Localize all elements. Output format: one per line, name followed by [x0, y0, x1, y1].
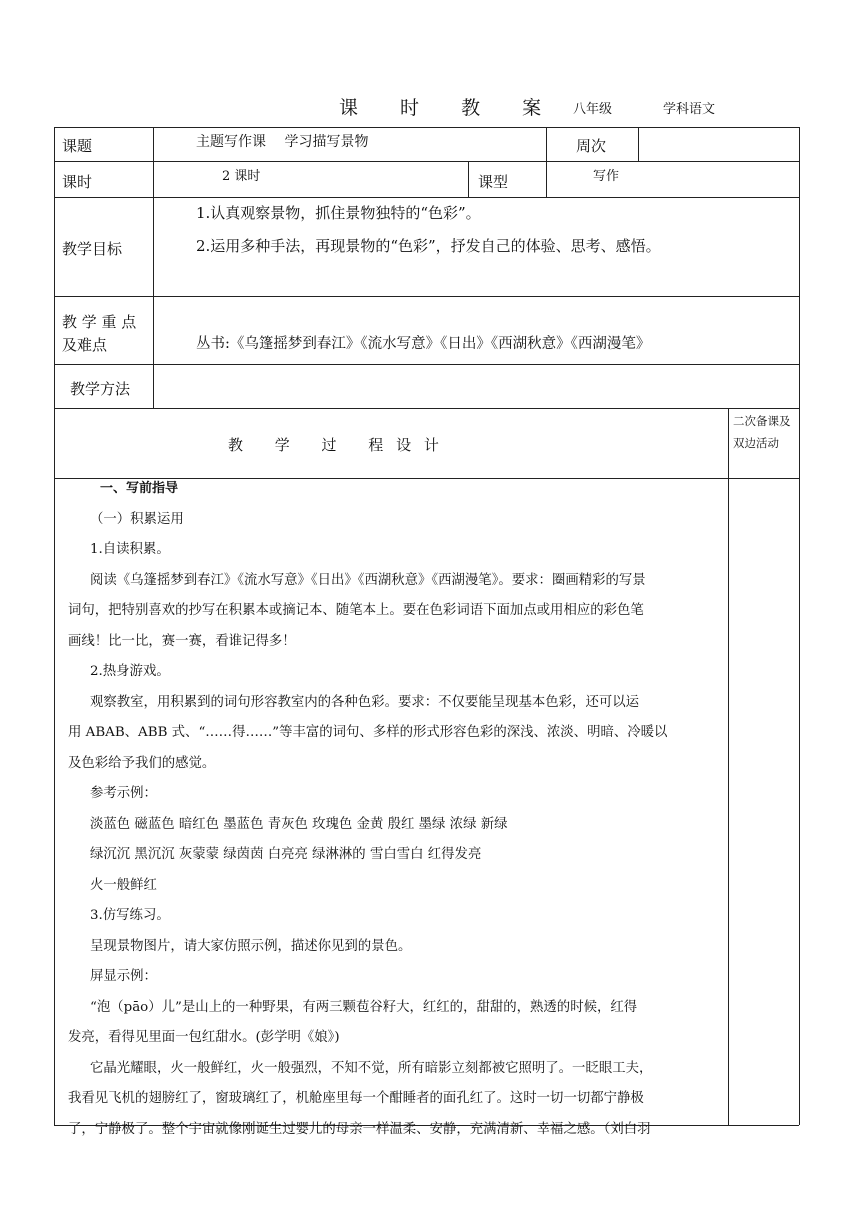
method-label: 教学方法	[70, 380, 131, 398]
body-line: 参考示例：	[90, 786, 157, 801]
week-label: 周次	[576, 137, 607, 155]
process-title: 教 学 过 程 设 计	[228, 436, 443, 454]
body-line: 它晶光耀眼，火一般鲜红，火一般强烈，不知不觉，所有暗影立刻都被它照明了。一眨眼工夫，	[90, 1060, 653, 1076]
body-line: 用 ABAB、ABB 式、“……得……”等丰富的词句、多样的形式形容色彩的深浅、浓淡、明暗、冷暖以	[68, 725, 668, 740]
body-line: 词句，把特别喜欢的抄写在积累本或摘记本、随笔本上。要在色彩词语下面加点或用相应的彩色笔	[68, 603, 644, 618]
body-line: 淡蓝色 磁蓝色 暗红色 墨蓝色 青灰色 玫瑰色 金黄 殷红 墨绿 浓绿 新绿	[90, 816, 508, 832]
section-heading: 一、写前指导	[100, 481, 179, 496]
body-line: 1.自读积累。	[90, 542, 170, 557]
body-line: （一）积累运用	[90, 511, 184, 527]
subject-label: 学科语文	[663, 102, 716, 117]
grade-label: 八年级	[573, 102, 613, 117]
key-label-line1: 教 学 重 点	[62, 313, 137, 331]
topic-value: 主题写作课 学习描写景物	[196, 134, 369, 150]
body-line: 绿沉沉 黑沉沉 灰蒙蒙 绿茵茵 白亮亮 绿淋淋的 雪白雪白 红得发亮	[90, 847, 482, 862]
body-line: 画线！比一比，赛一赛，看谁记得多！	[68, 633, 296, 649]
body-line: 观察教室，用积累到的词句形容教室内的各种色彩。要求：不仅要能呈现基本色彩，还可以运	[90, 694, 640, 710]
type-value: 写作	[593, 169, 620, 184]
goal-item: 2.运用多种手法，再现景物的“色彩”，抒发自己的体验、思考、感悟。	[196, 237, 661, 255]
key-value: 丛书:《乌篷摇梦到春江》《流水写意》《日出》《西湖秋意》《西湖漫笔》	[196, 336, 651, 352]
body-line: 火一般鲜红	[90, 877, 157, 893]
type-label: 课型	[478, 173, 509, 191]
body-line: 我看见飞机的翅膀红了，窗玻璃红了，机舱座里每一个酣睡者的面孔红了。这时一切一切都宁静极	[68, 1091, 644, 1106]
body-line: 2.热身游戏。	[90, 664, 170, 679]
body-line: 阅读《乌篷摇梦到春江》《流水写意》《日出》《西湖秋意》《西湖漫笔》。要求：圈画精彩的写景	[90, 572, 646, 588]
hours-label: 课时	[62, 173, 93, 191]
body-line: 发亮，看得见里面一包红甜水。(彭学明《娘》)	[68, 1030, 340, 1045]
hours-value: 2 课时	[222, 169, 261, 184]
goals-label: 教学目标	[62, 240, 123, 258]
goal-item: 1.认真观察景物，抓住景物独特的“色彩”。	[196, 204, 481, 222]
body-line: “泡（pāo）儿”是山上的一种野果，有两三颗苞谷籽大，红红的，甜甜的，熟透的时候，红得	[90, 999, 638, 1015]
body-line: 了，宁静极了。整个宇宙就像刚诞生过婴儿的母亲一样温柔、安静，充满清新、幸福之感。（刘白羽	[68, 1121, 651, 1137]
lesson-body	[68, 474, 720, 1145]
topic-label: 课题	[62, 137, 93, 155]
body-line: 3.仿写练习。	[90, 908, 170, 923]
body-line: 屏显示例：	[90, 969, 157, 984]
body-line: 及色彩给予我们的感觉。	[68, 755, 216, 771]
side-note: 二次备课及双边活动	[733, 414, 791, 450]
body-line: 呈现景物图片，请大家仿照示例，描述你见到的景色。	[90, 938, 412, 954]
page-title: 课 时 教 案	[339, 97, 560, 119]
key-label-line2: 及难点	[62, 336, 108, 354]
